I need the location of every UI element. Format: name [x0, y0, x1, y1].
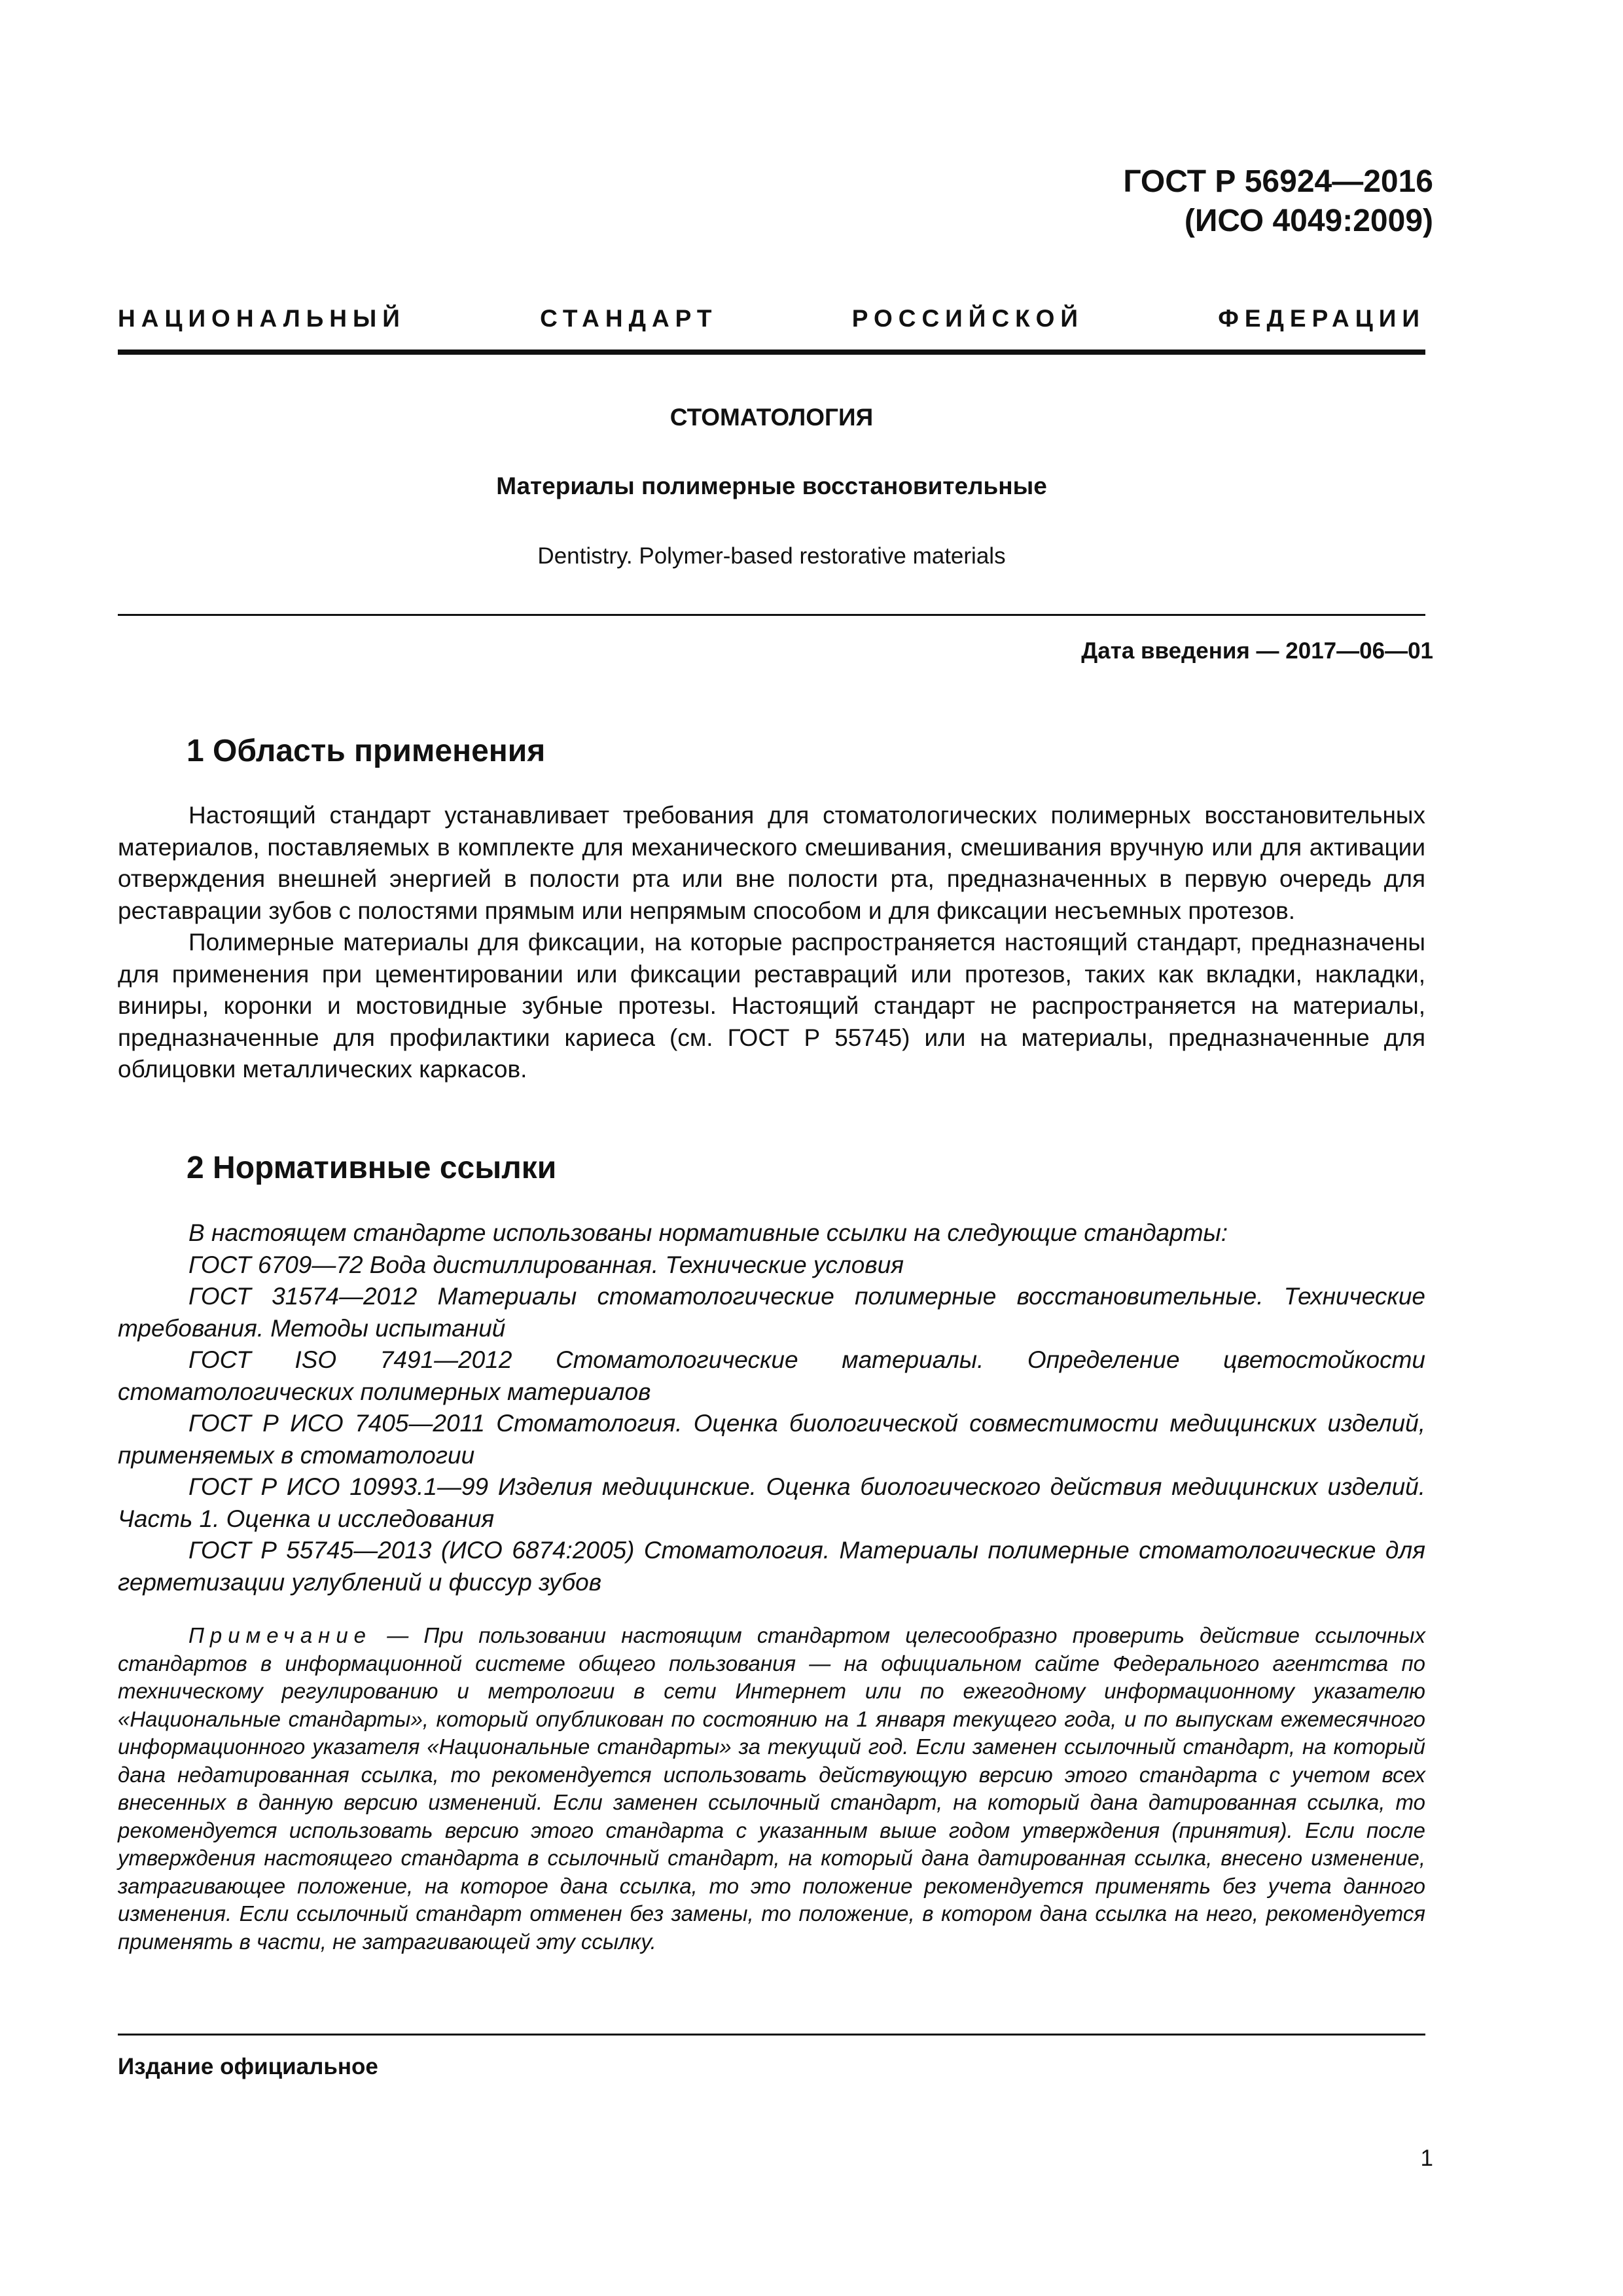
reference-item: ГОСТ Р ИСО 10993.1—99 Изделия медицинские. Оценка биологического действия медицинских изделий. Часть 1. Оценка и исследования: [118, 1473, 1425, 1532]
banner-word: НАЦИОНАЛЬНЫЙ: [118, 305, 406, 332]
note-block: [118, 1622, 1425, 1956]
reference-item: ГОСТ ISO 7491—2012 Стоматологические материалы. Определение цветостойкости стоматологических полимерных материалов: [118, 1346, 1425, 1405]
reference-item: ГОСТ Р ИСО 7405—2011 Стоматология. Оценка биологической совместимости медицинских изделий, применяемых в стоматологии: [118, 1410, 1425, 1469]
section-heading-scope: 1 Область применения: [187, 734, 546, 768]
section-scope-body: [118, 800, 1425, 1086]
note-label: Примечание: [188, 1623, 372, 1647]
national-standard-banner: [118, 305, 1425, 332]
standard-number: ГОСТ Р 56924—2016: [1123, 164, 1433, 199]
note-text: — При пользовании настоящим стандартом целесообразно проверить действие ссылочных стандартов в информационной системе общего пользования — на официальном сайте Федерального агентства по техническому регулированию и метрологии в сети Интернет или по ежегодному информационному указателю «Национальные стандарты», который опубликован по состоянию на 1 января текущего года, и по выпускам ежемесячного информационного указателя «Национальные стандарты» за текущий год. Если заменен ссылочный стандарт, на который дана недатированная ссылка, то рекомендуется использовать действующую версию этого стандарта с учетом всех внесенных в данную версию изменений. Если заменен ссылочный стандарт, на который дана датированная ссылка, то рекомендуется использовать версию этого стандарта с указанным выше годом утверждения (принятия). Если после утверждения настоящего стандарта в ссылочный стандарт, на который дана датированная ссылка, внесено изменение, затрагивающее положение, на которое дана ссылка, то это положение рекомендуется применять без учета данного изменения. Если ссылочный стандарт отменен без замены, то положение, в котором дана ссылка на него, рекомендуется применять в части, не затрагивающей эту ссылку.: [118, 1623, 1425, 1954]
reference-item: ГОСТ 6709—72 Вода дистиллированная. Технические условия: [188, 1251, 904, 1278]
document-title: СТОМАТОЛОГИЯ: [669, 404, 874, 431]
official-edition-label: Издание официальное: [118, 2054, 378, 2079]
banner-word: ФЕДЕРАЦИИ: [1218, 305, 1425, 332]
document-subtitle: Материалы полимерные восстановительные: [496, 473, 1047, 499]
english-title: Dentistry. Polymer-based restorative materials: [537, 543, 1006, 569]
reference-item: ГОСТ Р 55745—2013 (ИСО 6874:2005) Стоматология. Материалы полимерные стоматологические для герметизации углублений и фиссур зубов: [118, 1537, 1425, 1596]
reference-item: ГОСТ 31574—2012 Материалы стоматологические полимерные восстановительные. Технические требования. Методы испытаний: [118, 1283, 1425, 1342]
title-divider: [118, 614, 1425, 616]
iso-equivalent: (ИСО 4049:2009): [1184, 204, 1433, 238]
footer-divider: [118, 2034, 1425, 2036]
section-references-body: [118, 1217, 1425, 1598]
paragraph: Настоящий стандарт устанавливает требования для стоматологических полимерных восстановительных материалов, поставляемых в комплекте для механического смешивания, смешивания вручную или для активации отверждения внешней энергией в полости рта или вне полости рта, предназначенных в первую очередь для реставрации зубов с полостями прямым или непрямым способом и для фиксации несъемных протезов.: [118, 802, 1425, 924]
banner-word: СТАНДАРТ: [540, 305, 718, 332]
paragraph: Полимерные материалы для фиксации, на которые распространяется настоящий стандарт, предназначены для применения при цементировании или фиксации реставраций или протезов, таких как вкладки, накладки, виниры, коронки и мостовидные зубные протезы. Настоящий стандарт не распространяется на материалы, предназначенные для профилактики кариеса (см. ГОСТ Р 55745) или на материалы, предназначенные для облицовки металлических каркасов.: [118, 929, 1425, 1083]
banner-word: РОССИЙСКОЙ: [851, 305, 1084, 332]
introduction-date: Дата введения — 2017—06—01: [1081, 638, 1433, 664]
page-number: 1: [1420, 2145, 1433, 2171]
standard-code: [1123, 162, 1433, 241]
section-heading-references: 2 Нормативные ссылки: [187, 1151, 557, 1185]
references-intro: В настоящем стандарте использованы нормативные ссылки на следующие стандарты:: [188, 1219, 1228, 1246]
banner-divider: [118, 350, 1425, 355]
note-paragraph: [118, 1622, 1425, 1956]
